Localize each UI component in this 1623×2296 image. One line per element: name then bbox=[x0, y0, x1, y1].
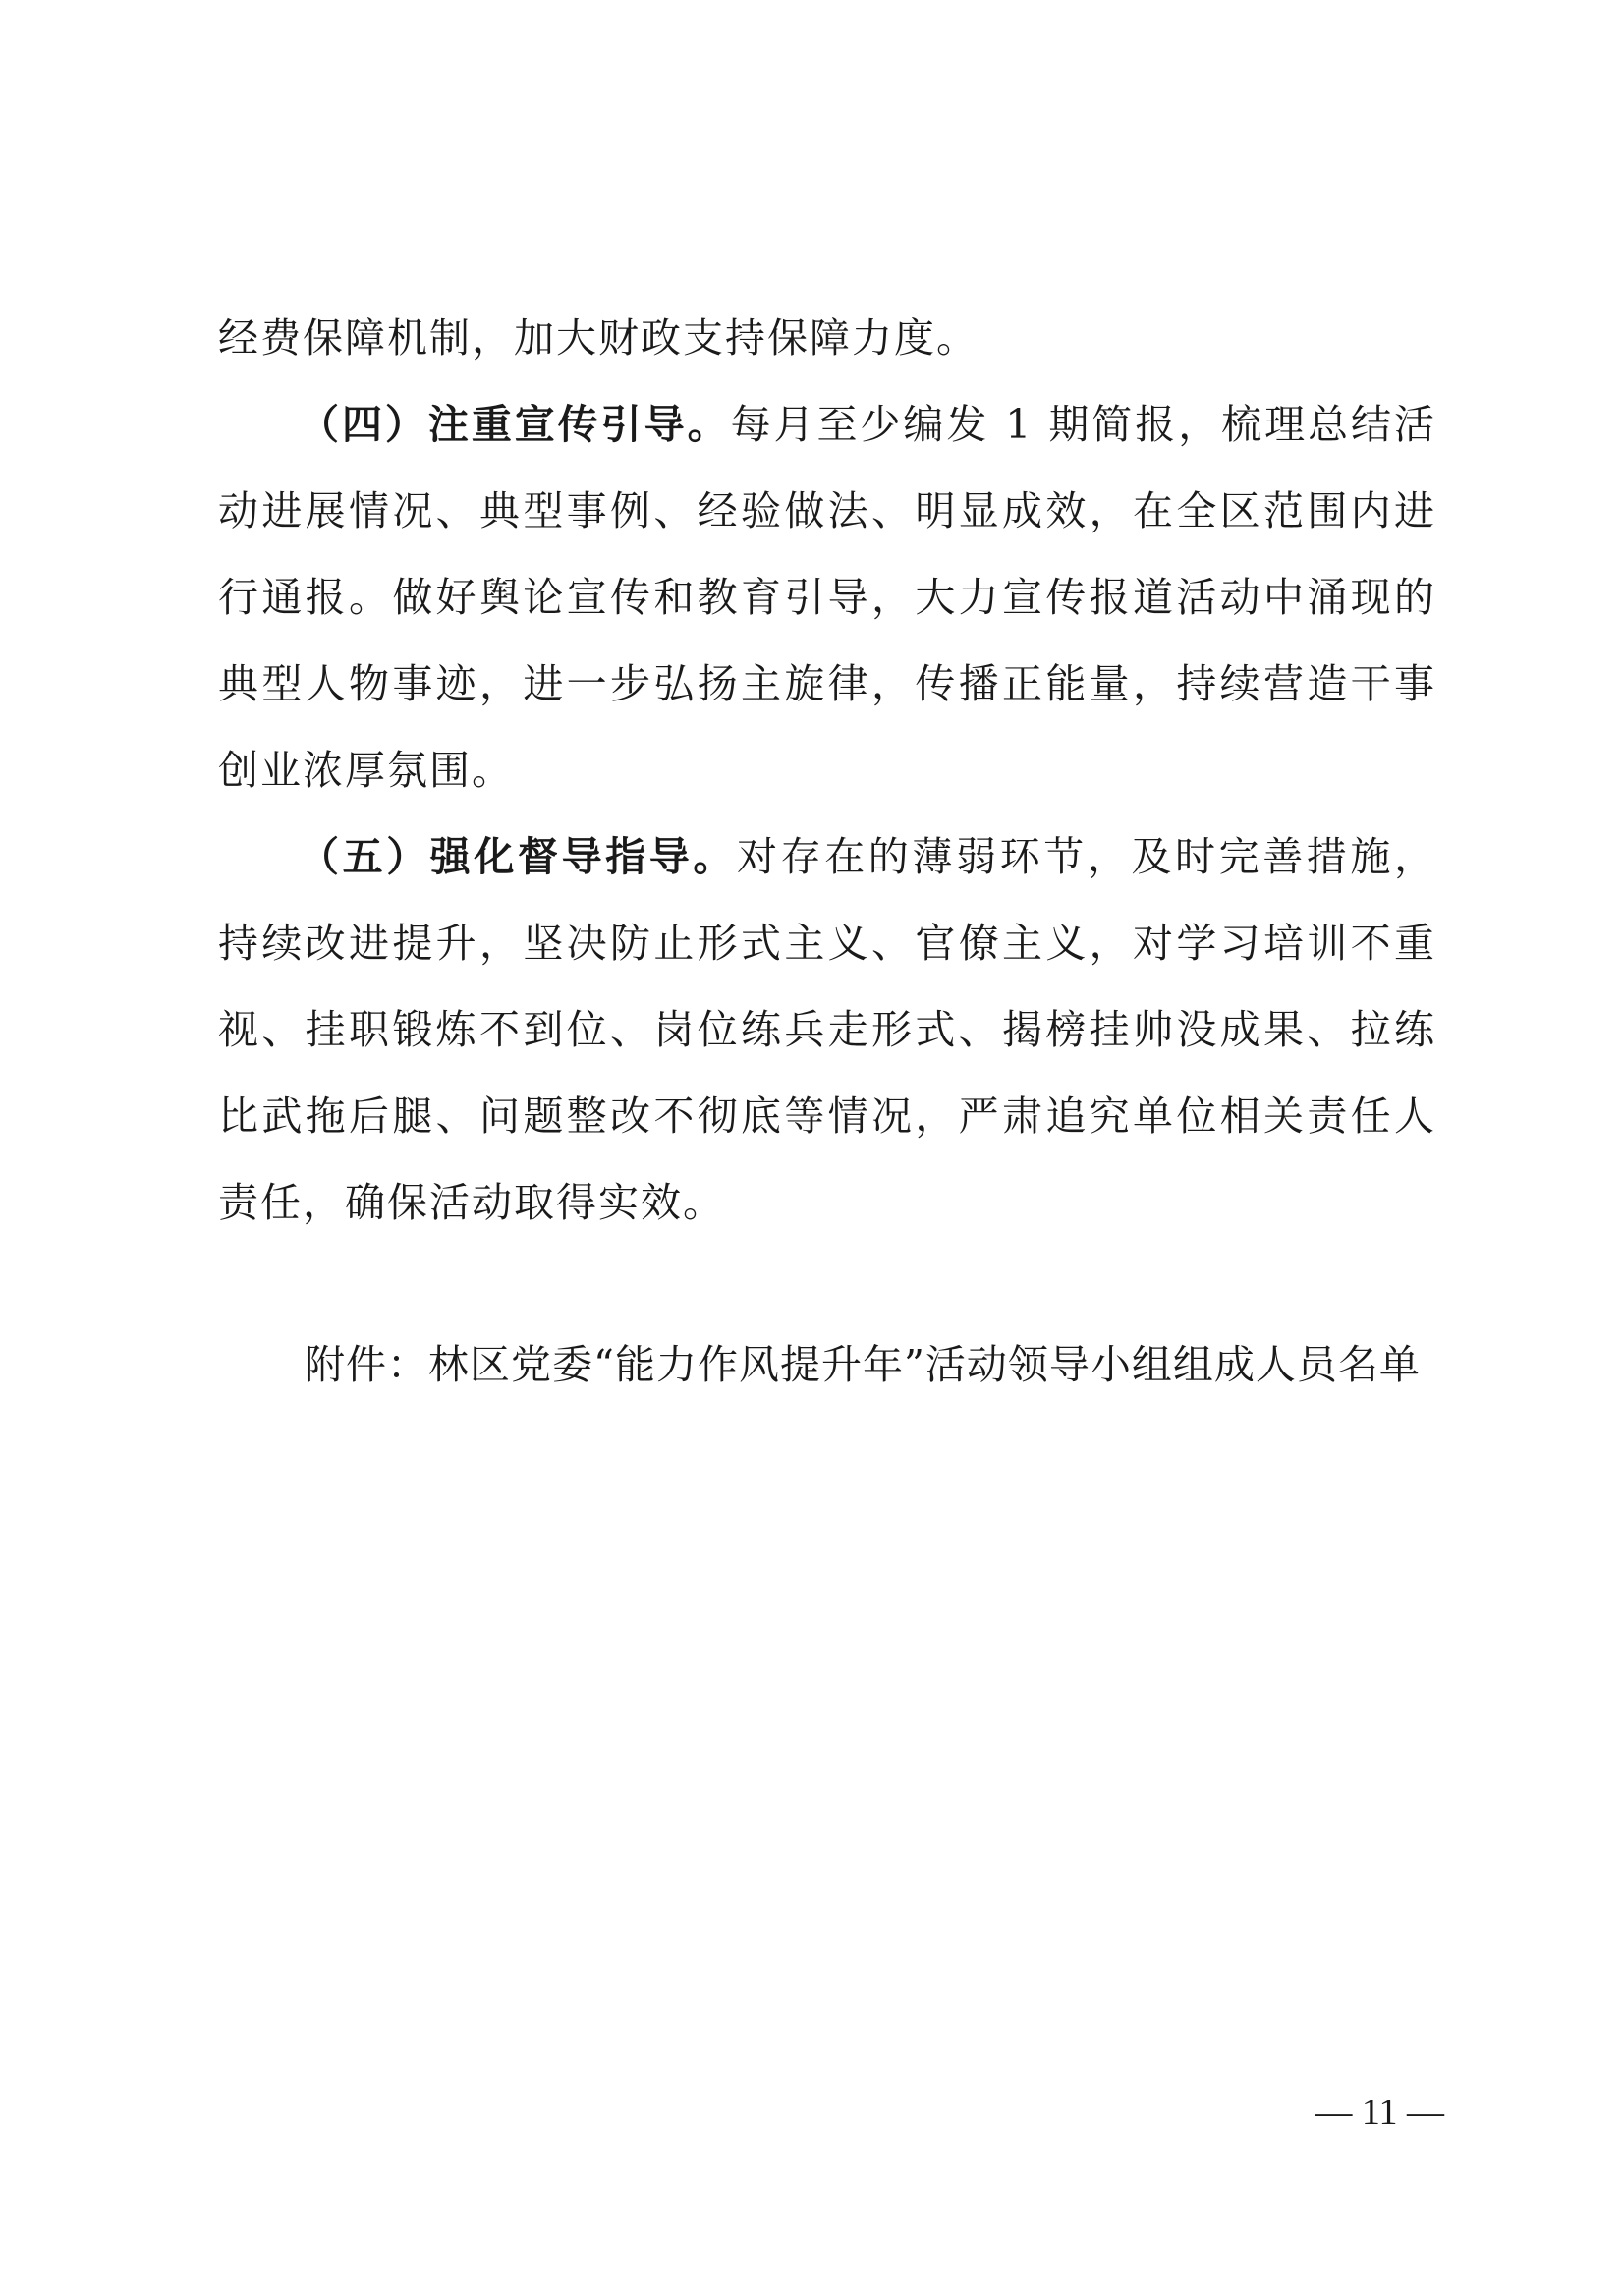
document-body bbox=[218, 295, 1436, 1246]
paragraph-funding-continuation bbox=[218, 295, 1436, 381]
section-heading-four: （四）注重宣传引导。 bbox=[299, 401, 731, 448]
paragraph-text: 对存在的薄弱环节，及时完善措施，持续改进提升，坚决防止形式主义、官僚主义，对学习培训不重视、挂职锻炼不到位、岗位练兵走形式、揭榜挂帅没成果、拉练比武拖后腿、问题整改不彻底等情况，严肃追究单位相关责任人责任，确保活动取得实效。 bbox=[218, 833, 1436, 1226]
paragraph-supervision-guidance bbox=[218, 813, 1436, 1246]
page-number: — 11 — bbox=[1315, 2092, 1444, 2133]
paragraph-text: 每月至少编发 1 期简报，梳理总结活动进展情况、典型事例、经验做法、明显成效，在全区范围内进行通报。做好舆论宣传和教育引导，大力宣传报道活动中涌现的典型人物事迹，进一步弘扬主旋律，传播正能量，持续营造干事创业浓厚氛围。 bbox=[218, 401, 1437, 794]
paragraph-publicity-guidance bbox=[218, 381, 1436, 813]
paragraph-text: 经费保障机制，加大财政支持保障力度。 bbox=[218, 314, 979, 362]
attachment-note: 附件：林区党委“能力作风提升年”活动领导小组组成人员名单 bbox=[305, 1341, 1421, 1388]
section-heading-five: （五）强化督导指导。 bbox=[299, 833, 737, 880]
